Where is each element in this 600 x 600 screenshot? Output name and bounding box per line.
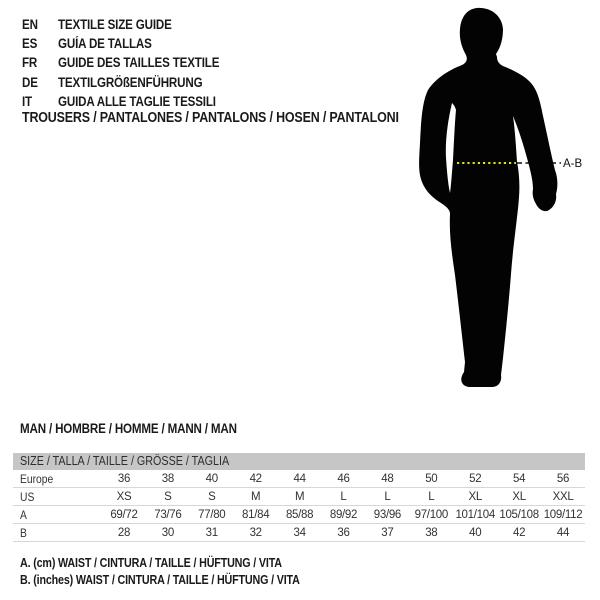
cell: S: [208, 490, 216, 503]
cell: 85/88: [285, 508, 314, 521]
table-row-europe: [13, 470, 585, 488]
cell: 32: [249, 526, 262, 539]
cell: 42: [249, 472, 262, 485]
cell: 50: [425, 472, 438, 485]
language-row-fr: [22, 53, 246, 72]
cell: 31: [205, 526, 218, 539]
cell: 30: [161, 526, 174, 539]
cell: 36: [337, 526, 350, 539]
cell: L: [340, 490, 347, 503]
cell: 54: [513, 472, 526, 485]
footnote-a: A. (cm) WAIST / CINTURA / TAILLE / HÜFTUNG / VITA: [20, 555, 282, 570]
row-label: B: [20, 525, 27, 540]
language-list: [22, 15, 246, 111]
cell: L: [384, 490, 391, 503]
cell: 77/80: [198, 508, 226, 521]
language-code: IT: [22, 93, 32, 109]
cell: XL: [512, 490, 526, 503]
cell: 89/92: [329, 508, 358, 521]
cell: L: [428, 490, 435, 503]
cell: XL: [468, 490, 482, 503]
cell: 52: [469, 472, 482, 485]
table-row-a-cm: [13, 506, 585, 524]
cell: 42: [513, 526, 526, 539]
language-code: EN: [22, 17, 38, 33]
cell: M: [294, 490, 305, 503]
cell: 109/112: [543, 508, 583, 521]
cell: 56: [556, 472, 570, 485]
language-label: GUIDE DES TAILLES TEXTILE: [58, 55, 220, 71]
row-label: A: [20, 507, 27, 522]
footnotes: [20, 555, 345, 589]
cell: 73/76: [154, 508, 182, 521]
cell: 81/84: [242, 508, 270, 521]
cell: 34: [293, 526, 306, 539]
cell: 44: [556, 526, 570, 539]
table-row-b-inches: [13, 524, 585, 542]
cell: 105/108: [499, 508, 539, 521]
cell: 46: [337, 472, 350, 485]
cell: XS: [116, 490, 132, 503]
size-table-header: SIZE / TALLA / TAILLE / GRÖSSE / TAGLIA: [13, 453, 585, 470]
language-row-it: [22, 92, 246, 111]
cell: M: [251, 490, 261, 503]
table-row-us: [13, 488, 585, 506]
cell: 37: [381, 526, 394, 539]
cell: 48: [381, 472, 394, 485]
cell: 101/104: [455, 508, 495, 521]
garment-title: TROUSERS / PANTALONES / PANTALONS / HOSEN / PANTALONI: [22, 110, 399, 126]
cell: 93/96: [373, 508, 402, 521]
language-row-de: [22, 73, 246, 92]
man-silhouette: [419, 8, 557, 387]
cell: 36: [117, 472, 131, 485]
language-row-es: [22, 34, 246, 53]
cell: 97/100: [414, 508, 448, 521]
row-label: Europe: [20, 471, 54, 486]
language-label: TEXTILGRÖßENFÜHRUNG: [58, 74, 203, 90]
section-title-man: MAN / HOMBRE / HOMME / MANN / MAN: [20, 421, 237, 436]
cell: 40: [469, 526, 482, 539]
language-code: DE: [22, 74, 38, 90]
language-code: ES: [22, 36, 38, 52]
cell: XXL: [552, 490, 574, 503]
row-label: US: [20, 489, 35, 504]
cell: 44: [293, 472, 306, 485]
language-label: GUIDA ALLE TAGLIE TESSILI: [58, 93, 216, 109]
cell: 40: [205, 472, 218, 485]
man-silhouette-figure: [410, 0, 600, 400]
cell: 69/72: [110, 508, 138, 521]
language-label: GUÍA DE TALLAS: [58, 36, 152, 52]
footnote-b: B. (inches) WAIST / CINTURA / TAILLE / HÜFTUNG / VITA: [20, 572, 300, 587]
cell: 28: [117, 526, 131, 539]
cell: 38: [161, 472, 174, 485]
language-code: FR: [22, 55, 38, 71]
language-row-en: [22, 15, 246, 34]
language-label: TEXTILE SIZE GUIDE: [58, 17, 172, 33]
size-table: [13, 453, 585, 542]
measure-label: A-B: [563, 158, 583, 170]
cell: S: [164, 490, 172, 503]
cell: 38: [425, 526, 438, 539]
